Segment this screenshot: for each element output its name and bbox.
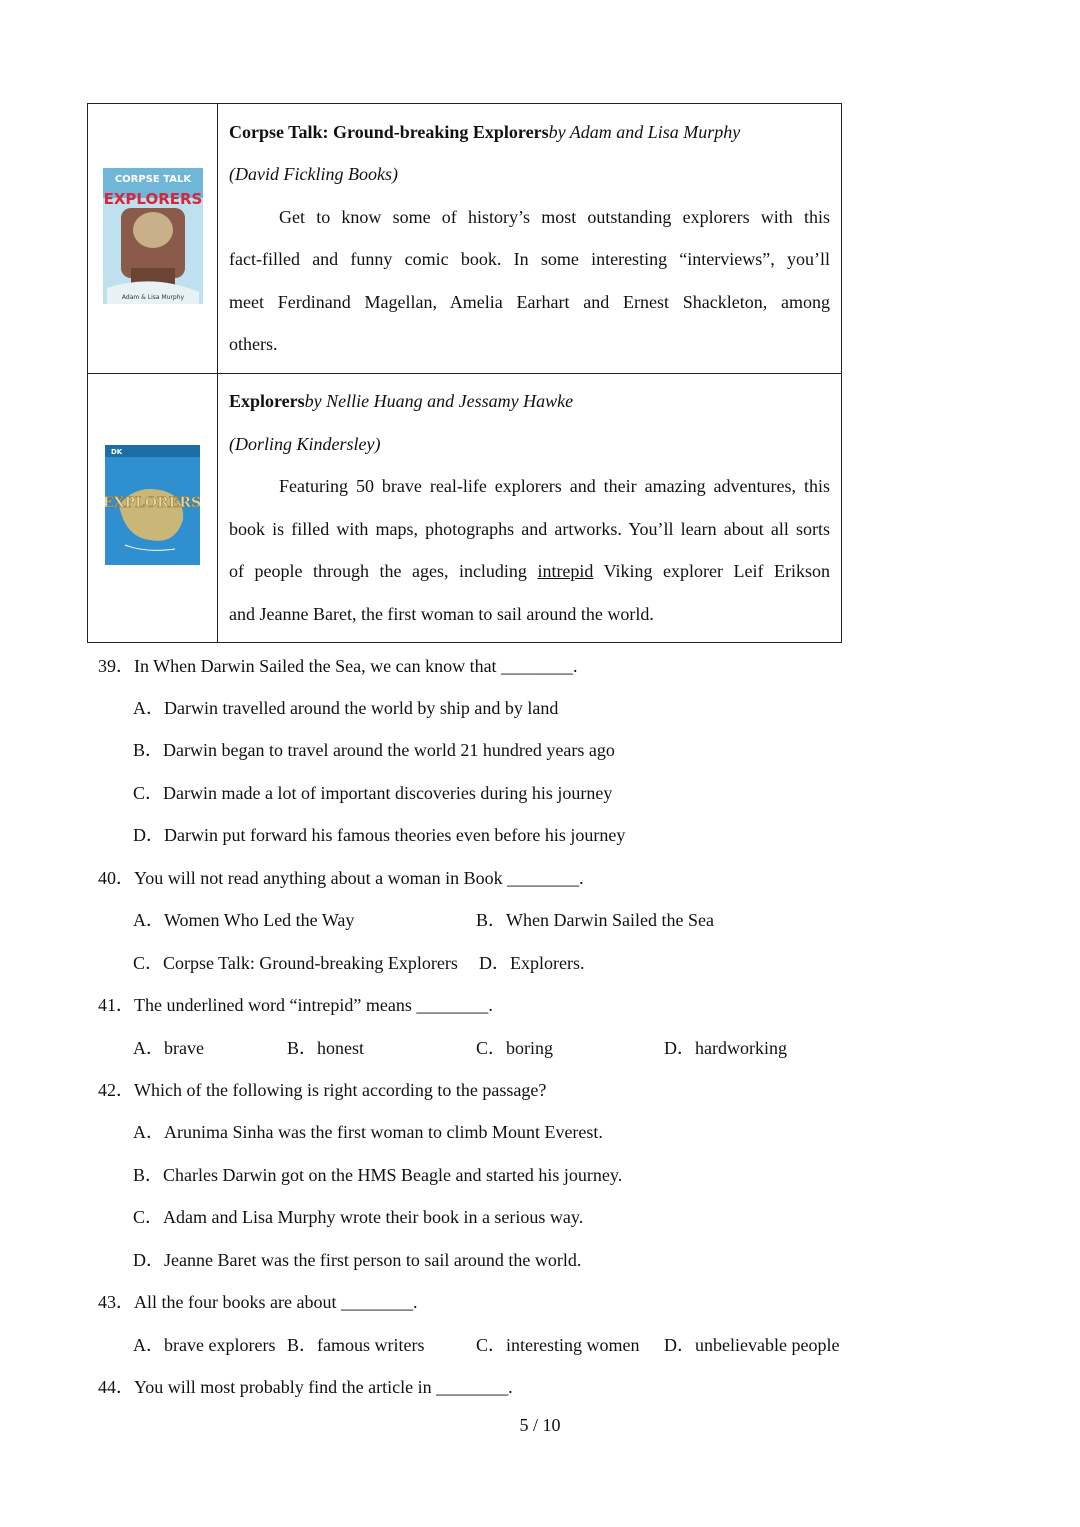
description-line: Featuring 50 brave real-life explorers and their amazing adventures, this bbox=[279, 476, 830, 497]
cover-author-text: Adam & Lisa Murphy bbox=[121, 293, 184, 301]
book-title: Corpse Talk: Ground-breaking Explorers bbox=[229, 121, 549, 142]
description-line: others. bbox=[229, 334, 278, 355]
book-heading bbox=[229, 380, 830, 423]
book-cover-corpse-talk bbox=[103, 168, 203, 309]
book-heading bbox=[229, 111, 830, 154]
question-40-stem: 40．You will not read anything about a woman in Book ________. bbox=[98, 868, 584, 888]
book-row-explorers bbox=[88, 373, 842, 643]
question-43-option-c: C．interesting women bbox=[476, 1335, 640, 1355]
description-line bbox=[229, 550, 830, 593]
question-41-stem: 41．The underlined word “intrepid” means ________. bbox=[98, 995, 493, 1015]
question-40-option-a: A．Women Who Led the Way bbox=[133, 910, 355, 930]
question-42-option-b: B．Charles Darwin got on the HMS Beagle and started his journey. bbox=[133, 1165, 623, 1185]
question-39-option-c: C．Darwin made a lot of important discoveries during his journey bbox=[133, 783, 613, 803]
book-table bbox=[87, 103, 842, 643]
question-39-option-d: D．Darwin put forward his famous theories even before his journey bbox=[133, 825, 626, 845]
question-39-stem: 39．In When Darwin Sailed the Sea, we can know that ________. bbox=[98, 656, 578, 676]
description-line: Get to know some of history’s most outstanding explorers with this bbox=[279, 206, 830, 227]
question-43-stem: 43．All the four books are about ________. bbox=[98, 1292, 418, 1312]
question-42-option-c: C．Adam and Lisa Murphy wrote their book in a serious way. bbox=[133, 1207, 584, 1227]
description-line: meet Ferdinand Magellan, Amelia Earhart and Ernest Shackleton, among bbox=[229, 291, 830, 312]
question-43-option-d: D．unbelievable people bbox=[664, 1335, 840, 1355]
book-publisher: (David Fickling Books) bbox=[229, 164, 398, 185]
book-title: Explorers bbox=[229, 391, 305, 412]
cover-main-text: EXPLORERS bbox=[105, 495, 200, 512]
book-description-explorers bbox=[218, 373, 842, 643]
book-cover-explorers bbox=[105, 445, 200, 570]
question-40-option-b: B．When Darwin Sailed the Sea bbox=[476, 910, 714, 930]
book-author: by Nellie Huang and Jessamy Hawke bbox=[304, 391, 574, 412]
book-row-corpse-talk bbox=[88, 104, 842, 374]
line-text: Viking explorer Leif Erikson bbox=[603, 561, 830, 582]
question-44-stem: 44．You will most probably find the article in ________. bbox=[98, 1377, 513, 1397]
question-42-option-d: D．Jeanne Baret was the first person to sail around the world. bbox=[133, 1250, 582, 1270]
question-42-stem: 42．Which of the following is right according to the passage? bbox=[98, 1080, 547, 1100]
question-42-option-a: A．Arunima Sinha was the first woman to climb Mount Everest. bbox=[133, 1122, 603, 1142]
question-39-option-b: B．Darwin began to travel around the world 21 hundred years ago bbox=[133, 740, 615, 760]
cover-cell bbox=[88, 104, 218, 374]
question-41-option-b: B．honest bbox=[287, 1038, 365, 1058]
page-number: 5 / 10 bbox=[519, 1415, 561, 1435]
book-author: by Adam and Lisa Murphy bbox=[548, 121, 741, 142]
question-39-option-a: A．Darwin travelled around the world by ship and by land bbox=[133, 698, 559, 718]
line-text: of people through the ages, including bbox=[229, 561, 527, 582]
question-43-option-a: A．brave explorers bbox=[133, 1335, 276, 1355]
question-41-option-a: A．brave bbox=[133, 1038, 204, 1058]
question-40-option-d: D．Explorers. bbox=[479, 953, 585, 973]
description-line: and Jeanne Baret, the first woman to sail around the world. bbox=[229, 603, 654, 624]
cover-main-text: EXPLORERS bbox=[103, 189, 202, 208]
description-line: fact-filled and funny comic book. In some interesting “interviews”, you’ll bbox=[229, 249, 830, 270]
book-publisher: (Dorling Kindersley) bbox=[229, 433, 381, 454]
question-43-option-b: B．famous writers bbox=[287, 1335, 425, 1355]
book-description-corpse-talk bbox=[218, 104, 842, 374]
underlined-word: intrepid bbox=[537, 561, 594, 582]
question-41-option-c: C．boring bbox=[476, 1038, 554, 1058]
cover-cell bbox=[88, 373, 218, 643]
cover-top-text: CORPSE TALK bbox=[114, 173, 191, 185]
cover-top-text: DK bbox=[111, 448, 123, 457]
question-41-option-d: D．hardworking bbox=[664, 1038, 787, 1058]
question-40-option-c: C．Corpse Talk: Ground-breaking Explorers bbox=[133, 953, 458, 973]
description-line: book is filled with maps, photographs and artworks. You’ll learn about all sorts bbox=[229, 518, 830, 539]
